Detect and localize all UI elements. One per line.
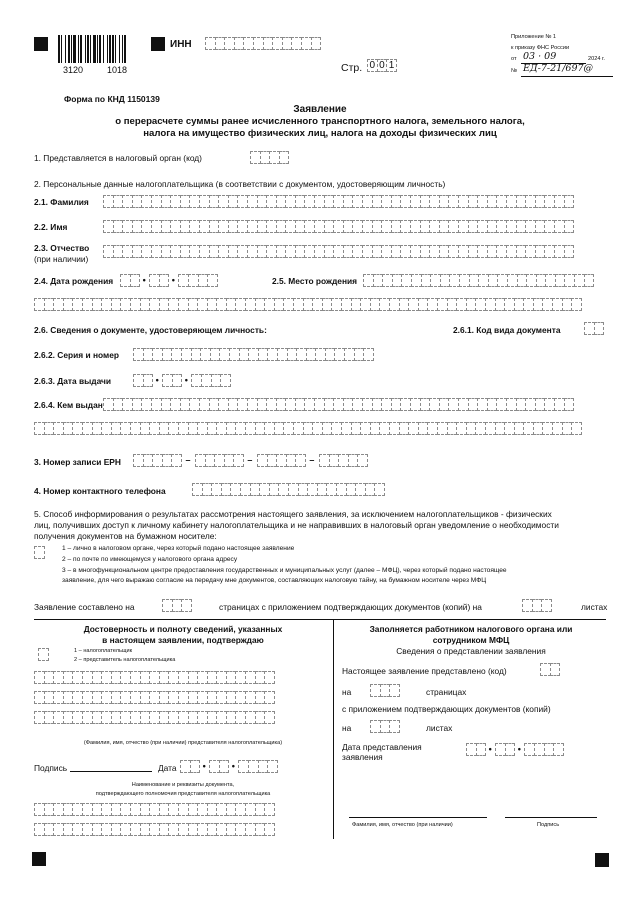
sheets-label: листах <box>426 723 453 733</box>
official-sheets-field[interactable] <box>370 720 399 733</box>
submission-date-label-2: заявления <box>342 752 383 762</box>
input-cell[interactable] <box>279 151 290 164</box>
phone-number-label: 4. Номер контактного телефона <box>34 486 166 496</box>
barcode-bar <box>99 35 101 63</box>
submission-date-label-1: Дата представления <box>342 742 422 752</box>
page-number-field <box>367 59 396 72</box>
identity-document-label: 2.6. Сведения о документе, удостоверяющем личность: <box>34 325 267 335</box>
barcode-bar <box>109 35 111 63</box>
pages-count-field[interactable] <box>162 599 191 612</box>
official-pages-field[interactable] <box>370 684 399 697</box>
name-field[interactable] <box>103 220 573 233</box>
signature-line[interactable] <box>70 771 152 772</box>
authority-document-caption-1: Наименование и реквизиты документа, <box>131 782 235 788</box>
form-title: Заявление <box>293 104 347 115</box>
official-fio-line[interactable] <box>349 817 487 818</box>
authority-document-line-1[interactable] <box>34 803 274 816</box>
submission-date-field[interactable] <box>466 743 563 756</box>
pages-line-suffix: листах <box>581 602 608 612</box>
form-subtitle-line-2: налога на имущество физических лиц, налога на доходы физических лиц <box>143 128 497 139</box>
inn-label: ИНН <box>170 39 192 50</box>
signature-date-field[interactable] <box>180 760 277 773</box>
barcode-bar <box>87 35 89 63</box>
separator: – <box>247 455 253 465</box>
personal-data-label: 2. Персональные данные налогоплательщика (в соответствии с документом, удостоверяющим личность) <box>34 179 446 189</box>
issued-by-field[interactable] <box>103 398 573 411</box>
barcode-bar <box>115 35 116 63</box>
official-heading-line-1: Заполняется работником налогового органа или <box>369 624 573 634</box>
patronymic-label: 2.3. Отчество <box>34 243 90 253</box>
barcode-bar <box>90 35 91 63</box>
form-subtitle-line-1: о перерасчете суммы ранее исчисленного транспортного налога, земельного налога, <box>115 116 525 127</box>
appendix-line-2: к приказу ФНС России <box>511 45 570 51</box>
birth-date-label: 2.4. Дата рождения <box>34 276 114 286</box>
surname-field[interactable] <box>103 195 573 208</box>
document-type-code-label: 2.6.1. Код вида документа <box>453 325 561 335</box>
input-cell[interactable] <box>357 454 368 467</box>
series-number-label: 2.6.2. Серия и номер <box>34 350 119 360</box>
official-signature-caption: Подпись <box>537 822 560 828</box>
barcode-bar <box>97 35 98 63</box>
notification-option-1: 1 – лично в налоговом органе, через который подано настоящее заявление <box>62 545 295 552</box>
representative-fio-line-1[interactable] <box>34 671 274 684</box>
barcode-bar <box>78 35 79 63</box>
with-documents-label: с приложением подтверждающих документов (копий) <box>342 704 551 714</box>
issued-by-field-continued[interactable] <box>34 422 581 435</box>
input-cell[interactable] <box>571 298 582 311</box>
date-label: Дата <box>158 763 177 773</box>
input-cell[interactable] <box>207 274 218 287</box>
tax-authority-code-field[interactable] <box>250 151 288 164</box>
input-cell[interactable] <box>264 691 275 704</box>
on-pages-label: на <box>342 687 352 697</box>
barcode-bar <box>80 35 82 63</box>
name-label: 2.2. Имя <box>34 222 68 232</box>
series-number-field[interactable] <box>133 348 373 361</box>
signature-label: Подпись <box>34 763 68 773</box>
input-cell[interactable] <box>264 823 275 836</box>
input-cell[interactable] <box>564 398 575 411</box>
input-cell[interactable] <box>311 37 322 50</box>
input-cell[interactable] <box>564 195 575 208</box>
input-cell[interactable] <box>374 483 385 496</box>
input-cell[interactable] <box>264 711 275 724</box>
barcode-bar <box>119 35 120 63</box>
separator: • <box>231 761 235 771</box>
birth-place-label: 2.5. Место рождения <box>272 276 358 286</box>
barcode-bar <box>71 35 72 63</box>
confirmation-heading-line-2: в настоящем заявлении, подтверждаю <box>102 635 264 645</box>
appendix-number-handwritten: ЕД-7-21/697@ <box>523 63 594 74</box>
notification-heading-line-3: получения документов на бумажном носителе: <box>34 531 217 541</box>
representative-fio-line-2[interactable] <box>34 691 274 704</box>
confirmation-heading-line-1: Достоверность и полноту сведений, указанных <box>83 624 283 634</box>
notification-heading-line-1: 5. Способ информирования о результатах рассмотрения настоящего заявления, за исключением налогоплательщиков - физических <box>34 509 552 519</box>
phone-number-field[interactable] <box>192 483 384 496</box>
representative-fio-caption: (Фамилия, имя, отчество (при наличии) представителя налогоплательщика) <box>83 740 283 746</box>
input-cell[interactable] <box>264 803 275 816</box>
input-cell[interactable] <box>594 322 605 335</box>
registration-mark-bottom-right <box>595 853 609 867</box>
appendix-from: от <box>511 56 517 62</box>
registration-mark-top-middle <box>151 37 165 51</box>
input-cell[interactable] <box>264 671 275 684</box>
input-cell[interactable] <box>564 245 575 258</box>
barcode-bar <box>124 35 126 63</box>
barcode <box>58 35 146 63</box>
authority-document-line-2[interactable] <box>34 823 274 836</box>
input-cell[interactable] <box>34 546 45 559</box>
barcode-bar <box>107 35 108 63</box>
ern-number-field[interactable] <box>133 454 367 467</box>
page-label: Стр. <box>341 62 363 74</box>
separator: • <box>155 375 159 385</box>
birth-place-field-continued[interactable] <box>34 298 581 311</box>
separator: • <box>517 744 521 754</box>
input-cell[interactable] <box>389 720 400 733</box>
appendix-date-handwritten: 03 · 09 <box>523 51 557 62</box>
on-sheets-label: на <box>342 723 352 733</box>
bottom-section-divider <box>333 619 334 839</box>
signer-option-1: 1 – налогоплательщик <box>74 648 133 654</box>
barcode-bar <box>85 35 86 63</box>
barcode-bar <box>68 35 70 63</box>
page-digit: 0 <box>367 59 378 72</box>
input-cell[interactable] <box>389 684 400 697</box>
input-cell[interactable] <box>363 348 374 361</box>
input-cell[interactable] <box>220 374 231 387</box>
registration-mark-bottom-left <box>32 852 46 866</box>
patronymic-label-note: (при наличии) <box>34 254 89 264</box>
patronymic-field[interactable] <box>103 245 573 258</box>
page-digit: 0 <box>377 59 388 72</box>
representative-fio-line-3[interactable] <box>34 711 274 724</box>
input-cell[interactable] <box>584 274 595 287</box>
issued-by-label: 2.6.4. Кем выдан <box>34 400 103 410</box>
input-cell[interactable] <box>541 599 552 612</box>
inn-field[interactable] <box>205 37 320 50</box>
birth-date-field[interactable] <box>120 274 217 287</box>
page-digit: 1 <box>386 59 397 72</box>
input-cell[interactable] <box>553 743 564 756</box>
input-cell[interactable] <box>38 648 49 661</box>
registration-mark-top-left <box>34 37 48 51</box>
issue-date-field[interactable] <box>133 374 230 387</box>
separator: • <box>488 744 492 754</box>
tax-authority-label: 1. Представляется в налоговый орган (код) <box>34 153 202 163</box>
notification-heading-line-2: лиц, получивших доступ к личному кабинету налогоплательщика и не направивших в налоговый орган уведомление о необходимости <box>34 520 559 530</box>
separator: • <box>202 761 206 771</box>
appendix-number-underline <box>521 76 613 77</box>
official-fio-caption: Фамилия, имя, отчество (при наличии) <box>352 822 453 828</box>
official-signature-line[interactable] <box>505 817 597 818</box>
official-heading-line-2: сотрудником МФЦ <box>432 635 510 645</box>
barcode-number-left: 3120 <box>63 65 84 75</box>
official-subheading: Сведения о представлении заявления <box>396 646 546 656</box>
birth-place-field[interactable] <box>363 274 593 287</box>
barcode-bar <box>65 35 66 63</box>
surname-label: 2.1. Фамилия <box>34 197 89 207</box>
document-type-code-field[interactable] <box>584 322 603 335</box>
barcode-bar <box>93 35 96 63</box>
pages-label: страницах <box>426 687 467 697</box>
bottom-section-top-border <box>34 619 606 620</box>
barcode-bar <box>103 35 104 63</box>
notification-method-field[interactable] <box>34 546 44 559</box>
separator: – <box>185 455 191 465</box>
input-cell[interactable] <box>550 663 561 676</box>
barcode-bar <box>73 35 76 63</box>
notification-option-2: 2 – по почте по имеющемуся у налогового органа адресу <box>62 556 238 563</box>
barcode-bar <box>112 35 114 63</box>
input-cell[interactable] <box>267 760 278 773</box>
pages-line-middle: страницах с приложением подтверждающих документов (копий) на <box>219 602 482 612</box>
separator: • <box>184 375 188 385</box>
separator: • <box>171 275 175 285</box>
input-cell[interactable] <box>571 422 582 435</box>
separator: – <box>309 455 315 465</box>
pages-line-prefix: Заявление составлено на <box>34 602 135 612</box>
ern-number-label: 3. Номер записи ЕРН <box>34 457 121 467</box>
form-knd-code: Форма по КНД 1150139 <box>64 94 160 104</box>
submitted-code-label: Настоящее заявление представлено (код) <box>342 666 507 676</box>
appendix-line-1: Приложение № 1 <box>511 34 557 40</box>
barcode-bar <box>122 35 123 63</box>
issue-date-label: 2.6.3. Дата выдачи <box>34 376 112 386</box>
barcode-bar <box>58 35 60 63</box>
notification-option-3-line-2: заявление, для чего выражаю согласие на передачу мне документов, составляющих налоговую тайну, на бумажном носителе через МФЦ <box>62 577 487 584</box>
appendix-year: 2024 г. <box>588 56 605 62</box>
barcode-number-right: 1018 <box>107 65 128 75</box>
sheets-count-field[interactable] <box>522 599 551 612</box>
barcode-bar <box>61 35 62 63</box>
signer-option-2: 2 – представитель налогоплательщика <box>74 657 176 663</box>
input-cell[interactable] <box>564 220 575 233</box>
submitted-code-field[interactable] <box>540 663 559 676</box>
authority-document-caption-2: подтверждающего полномочия представителя налогоплательщика <box>95 791 271 797</box>
input-cell[interactable] <box>181 599 192 612</box>
signer-type-field[interactable] <box>38 648 48 661</box>
appendix-number-sign: № <box>511 68 518 74</box>
separator: • <box>142 275 146 285</box>
notification-option-3-line-1: 3 – в многофункциональном центре предоставления государственных и муниципальных услуг (далее – МФЦ), через который подано настоящее <box>62 567 507 574</box>
